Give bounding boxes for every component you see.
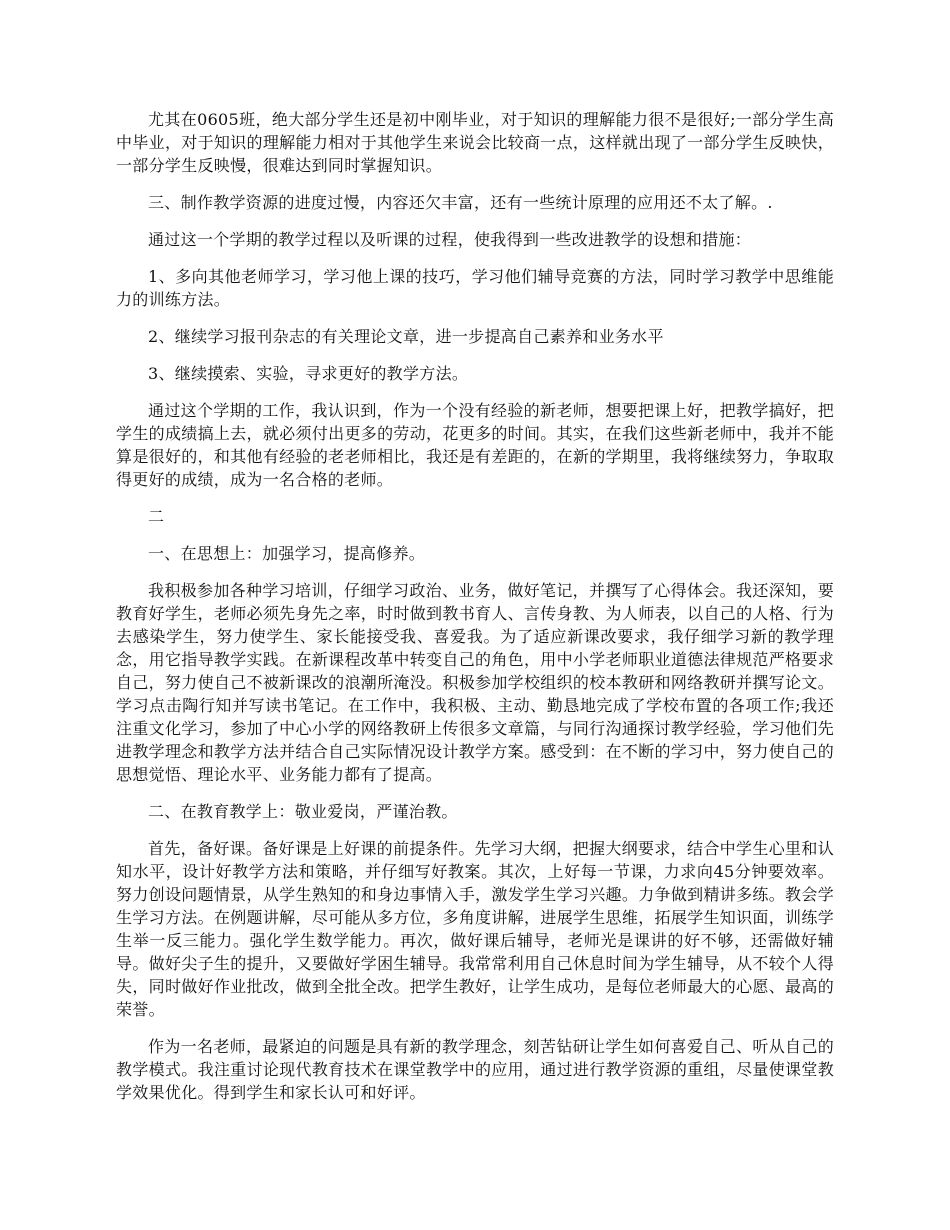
document-page: [116, 108, 834, 1118]
paragraph-improvement-intro: 通过这一个学期的教学过程以及听课的过程，使我得到一些改进教学的设想和措施：: [148, 230, 752, 249]
paragraph-measure-3: 3、继续摸索、实验，寻求更好的教学方法。: [148, 364, 469, 383]
paragraph-problem-three: 三、制作教学资源的进度过慢，内容还欠丰富，还有一些统计原理的应用还不太了解。.: [148, 193, 773, 212]
section-heading-two: 二: [148, 507, 165, 526]
paragraph-teaching-philosophy: 作为一名老师，最紧迫的问题是具有新的教学理念，刻苦钻研让学生如何喜爱自己、听从自己的教学模式。我注重讨论现代教育技术在课堂教学中的应用，通过进行教学资源的重组，尽量使课堂教学效果优化。得到学生和家长认可和好评。: [116, 1037, 834, 1102]
heading-ideology: 一、在思想上：加强学习，提高修养。: [148, 544, 426, 563]
paragraph-conclusion: 通过这个学期的工作，我认识到，作为一个没有经验的新老师，想要把课上好，把教学搞好，把学生的成绩搞上去，就必须付出更多的劳动，花更多的时间。其实，在我们这些新老师中，我并不能算是很好的，和其他有经验的老老师相比，我还是有差距的，在新的学期里，我将继续努力，争取取得更好的成绩，成为一名合格的老师。: [116, 401, 834, 489]
heading-teaching: 二、在教育教学上：敬业爱岗，严谨治教。: [148, 802, 458, 821]
paragraph-measure-2: 2、继续学习报刊杂志的有关理论文章，进一步提高自己素养和业务水平: [148, 327, 664, 346]
paragraph-training: 我积极参加各种学习培训，仔细学习政治、业务，做好笔记，并撰写了心得体会。我还深知，要教育好学生，老师必须先身先之率，时时做到教书育人、言传身教、为人师表，以自己的人格、行为去感染学生，努力使学生、家长能接受我、喜爱我。为了适应新课改要求，我仔细学习新的教学理念，用它指导教学实践。在新课程改革中转变自己的角色，用中小学老师职业道德法律规范严格要求自己，努力使自己不被新课改的浪潮所淹没。积极参加学校组织的校本教研和网络教研并撰写论文。学习点击陶行知并写读书笔记。在工作中，我积极、主动、勤恳地完成了学校布置的各项工作;我还注重文化学习，参加了中心小学的网络教研上传很多文章篇，与同行沟通探讨教学经验，学习他们先进教学理念和教学方法并结合自己实际情况设计教学方案。感受到：在不断的学习中，努力使自己的思想觉悟、理论水平、业务能力都有了提高。: [116, 581, 834, 784]
paragraph-lesson-prep: 首先，备好课。备好课是上好课的前提条件。先学习大纲，把握大纲要求，结合中学生心里和认知水平，设计好教学方法和策略，并仔细写好教案。其次，上好每一节课，力求向45分钟要效率。努力创设问题情景，从学生熟知的和身边事情入手，激发学生学习兴趣。力争做到精讲多练。教会学生学习方法。在例题讲解，尽可能从多方位，多角度讲解，进展学生思维，拓展学生知识面，训练学生举一反三能力。强化学生数学能力。再次，做好课后辅导，老师光是课讲的好不够，还需做好辅导。做好尖子生的提升，又要做好学困生辅导。我常常利用自己休息时间为学生辅导，从不较个人得失，同时做好作业批改，做到全批全改。把学生教好，让学生成功，是每位老师最大的心愿、最高的荣誉。: [116, 839, 834, 1019]
paragraph-measure-1: 1、多向其他老师学习，学习他上课的技巧，学习他们辅导竞赛的方法，同时学习教学中思维能力的训练方法。: [116, 267, 834, 309]
paragraph-class-0605: 尤其在0605班，绝大部分学生还是初中刚毕业，对于知识的理解能力很不是很好;一部分学生高中毕业，对于知识的理解能力相对于其他学生来说会比较商一点，这样就出现了一部分学生反映快，一部分学生反映慢，很难达到同时掌握知识。: [116, 110, 834, 175]
